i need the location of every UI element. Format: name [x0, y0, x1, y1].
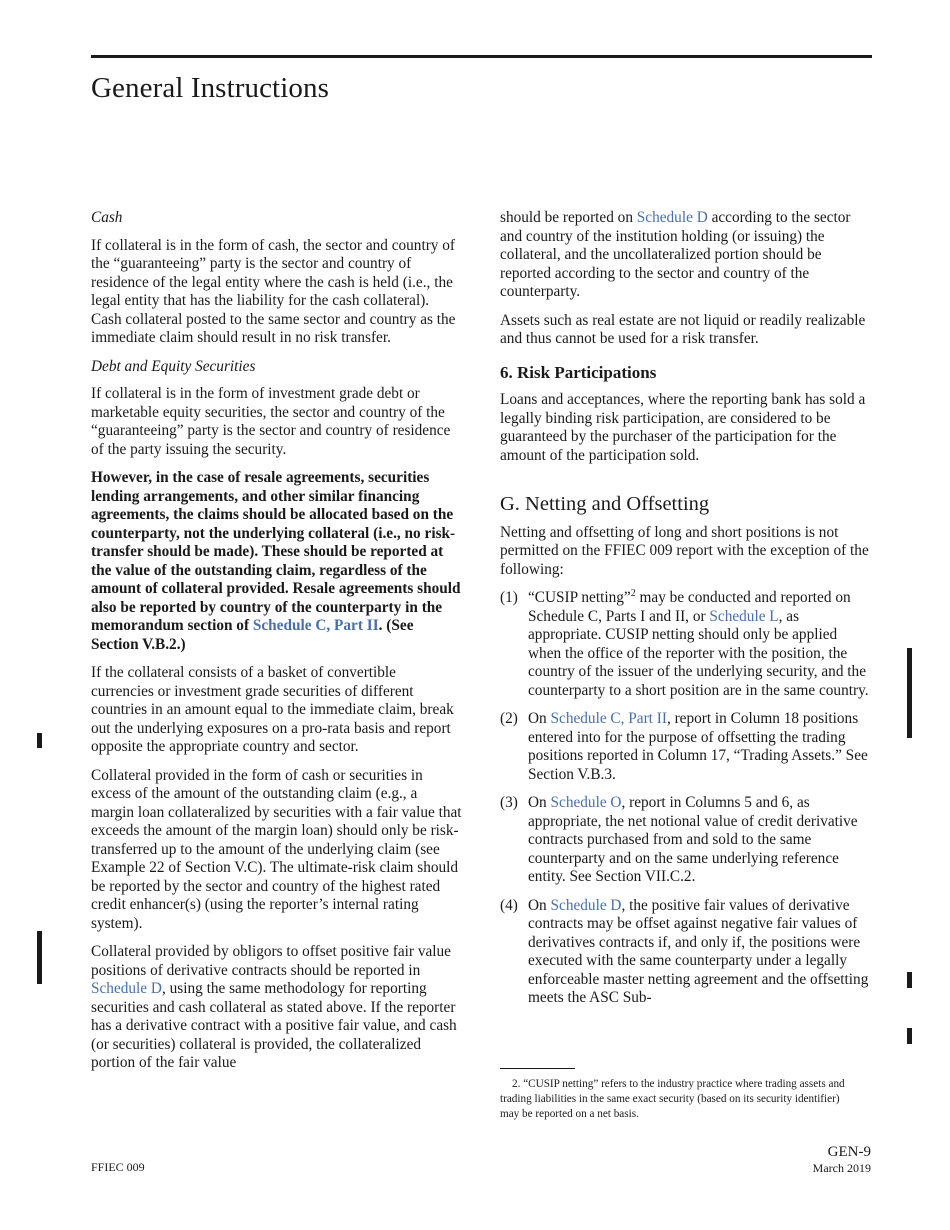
- revision-date: March 2019: [812, 1161, 871, 1175]
- heading-netting-offsetting: G. Netting and Offsetting: [500, 493, 710, 515]
- list-item-number: (4): [500, 896, 518, 914]
- right-column: [500, 209, 872, 1018]
- paragraph-excess-collateral: Collateral provided in the form of cash or securities in excess of the amount of the outstanding claim (e.g., a margin loan collateralized by securities with a fair value that exceeds the amount of the margin loan) should only be risk-transferred up to the amount of the underlying claim (see Example 22 of Section V.C). The ultimate-risk claim should be reported by the sector and country of the highest rated credit enhancer(s) (using the reporter’s internal rating system).: [91, 766, 462, 932]
- footnote-number: 2.: [512, 1078, 521, 1090]
- change-bar: [37, 931, 42, 984]
- subhead-cash: Cash: [91, 209, 123, 226]
- footer-form-id: FFIEC 009: [91, 1160, 145, 1174]
- paragraph-resale-agreements: However, in the case of resale agreements, securities lending arrangements, and other similar financing agreements, the claims should be allocated based on the counterparty, not the underlying collateral (i.e., no risk-transfer should be made). These should be reported at the value of the outstanding claim, regardless of the amount of collateral provided. Resale agreements should also be reported by country of the counterparty in the memorandum section of Schedule C, Part II. (See Section V.B.2.): [91, 469, 461, 653]
- left-column: [91, 209, 462, 1083]
- footnote-text: “CUSIP netting” refers to the industry practice where trading assets and trading liabilities in the same exact security (based on its security identifier) may be reported on a net basis.: [500, 1078, 845, 1120]
- top-rule: [91, 55, 872, 58]
- footer-page-info: [813, 1144, 871, 1175]
- list-item-number: (1): [500, 589, 518, 606]
- footnote: [500, 1077, 860, 1122]
- list-item: (4) On Schedule D, the positive fair values of derivative contracts may be offset against negative fair values of derivatives contracts if, and only if, the positions were executed with the same counterparty under a legally enforceable master netting agreement and the offsetting meets the ASC Sub-: [500, 896, 869, 1006]
- link-schedule-c-part-ii[interactable]: Schedule C, Part II: [550, 710, 667, 727]
- footnote-rule: [500, 1068, 575, 1069]
- link-schedule-c-part-ii[interactable]: Schedule C, Part II: [252, 617, 379, 634]
- change-bar: [37, 733, 42, 748]
- heading-risk-participations: 6. Risk Participations: [500, 362, 657, 382]
- change-bar: [907, 972, 912, 988]
- paragraph-basket: If the collateral consists of a basket of convertible currencies or investment grade securities of different countries in an amount equal to the immediate claim, break out the underlying exposures on a pro-rata basis and report opposite the appropriate country and sector.: [91, 664, 454, 755]
- paragraph-cash: If collateral is in the form of cash, the sector and country of the “guaranteeing” party is the sector and country of residence of the legal entity where the cash is held (i.e., the legal entity that has the liability for the cash collateral). Cash collateral posted to the same sector and country as the immediate claim should result in no risk transfer.: [91, 236, 456, 346]
- change-bar: [907, 1028, 912, 1044]
- paragraph-derivative-collateral: Collateral provided by obligors to offset positive fair value positions of derivative contracts should be reported in Schedule D, using the same methodology for reporting securities and cash collateral as stated above. If the reporter has a derivative contract with a positive fair value, and cash (or securities) collateral is provided, the collateralized portion of the fair value: [91, 943, 457, 1071]
- page-title: General Instructions: [91, 72, 329, 104]
- change-bar: [907, 648, 912, 738]
- list-item: (3) On Schedule O, report in Columns 5 and 6, as appropriate, the net notional value of credit derivative contracts purchased from and sold to the same counterparty and on the same underlying reference entity. See Section VII.C.2.: [500, 794, 858, 885]
- subhead-debt-equity: Debt and Equity Securities: [91, 357, 256, 375]
- link-schedule-d[interactable]: Schedule D: [636, 209, 708, 226]
- paragraph-netting: Netting and offsetting of long and short positions is not permitted on the FFIEC 009 report with the exception of the following:: [500, 523, 869, 578]
- paragraph-continued: should be reported on Schedule D according to the sector and country of the institution holding (or issuing) the collateral, and the uncollateralized portion should be reported according to the sector and country of the counterparty.: [500, 209, 851, 300]
- footnote-ref[interactable]: 2: [630, 587, 636, 599]
- paragraph-real-estate: Assets such as real estate are not liquid or readily realizable and thus cannot be used for a risk transfer.: [500, 311, 866, 347]
- netting-exceptions-list: [500, 589, 872, 1008]
- link-schedule-d[interactable]: Schedule D: [91, 980, 162, 997]
- link-schedule-l[interactable]: Schedule L: [709, 607, 779, 625]
- list-item: (1) “CUSIP netting”$^2$ may be conducted and reported on Schedule C, Parts I and II, or Schedule L, as appropriate. CUSIP netting should only be applied when the office of the reporter with the position, the country of the issuer of the underlying security, and the counterparty to a short position are in the same country.: [500, 587, 869, 699]
- link-schedule-d[interactable]: Schedule D: [550, 896, 622, 914]
- paragraph-risk-participations: Loans and acceptances, where the reporting bank has sold a legally binding risk participation, are considered to be guaranteed by the purchaser of the participation for the amount of the participation sold.: [500, 391, 866, 464]
- list-item: (2) On Schedule C, Part II, report in Column 18 positions entered into for the purpose of offsetting the trading positions reported in Column 17, “Trading Assets.” See Section V.B.3.: [500, 710, 868, 783]
- list-item-number: (3): [500, 794, 518, 811]
- paragraph-debt-equity: If collateral is in the form of investment grade debt or marketable equity securities, the sector and country of the “guaranteeing” party is the sector and country of residence of the party issuing the security.: [91, 385, 451, 458]
- list-item-number: (2): [500, 710, 518, 727]
- page-number: GEN-9: [827, 1144, 871, 1160]
- link-schedule-o[interactable]: Schedule O: [550, 794, 622, 811]
